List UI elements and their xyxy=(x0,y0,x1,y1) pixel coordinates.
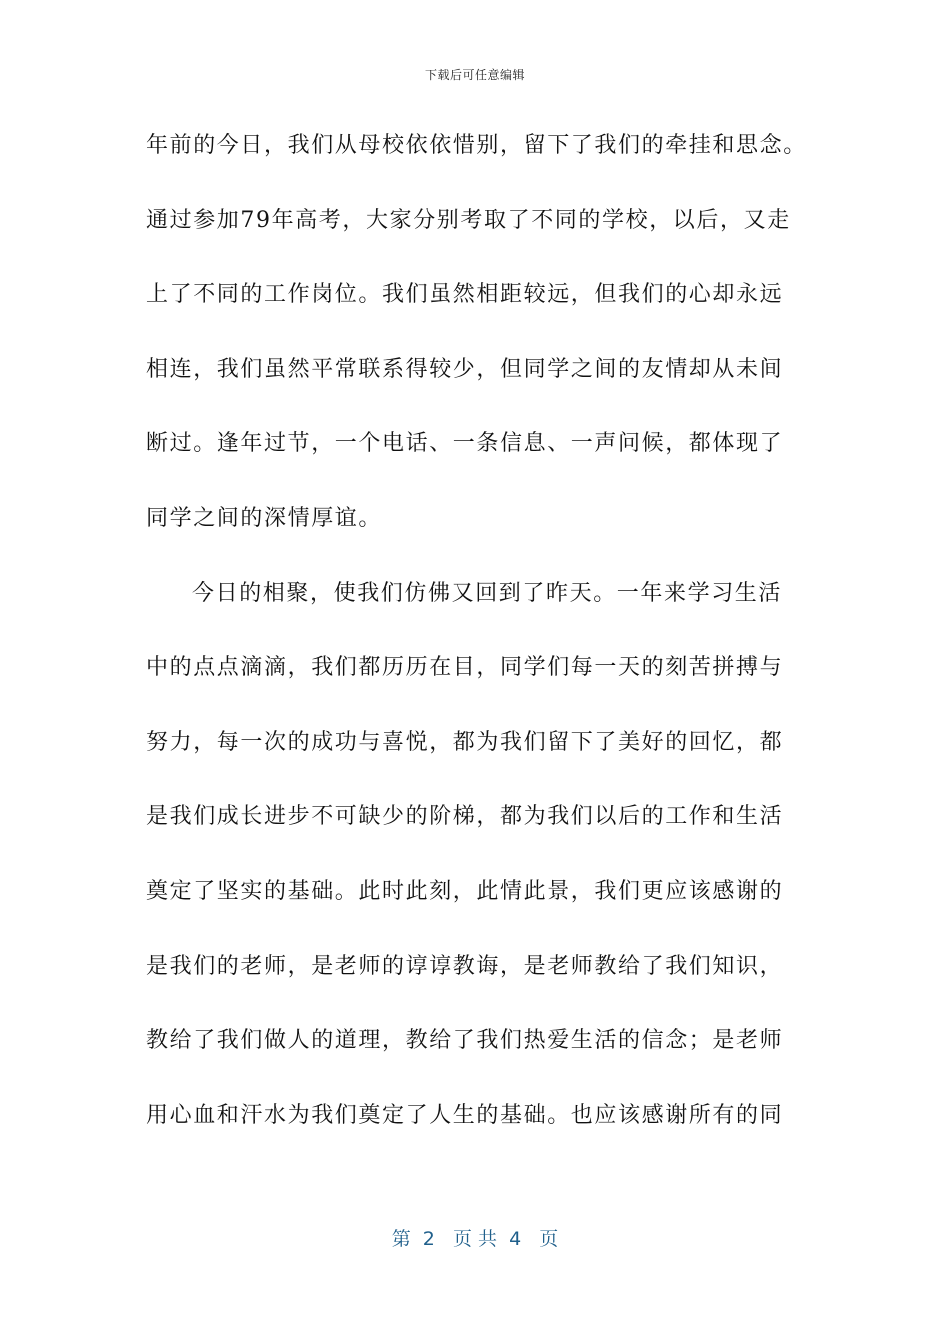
text-line: 奠定了坚实的基础。此时此刻，此情此景，我们更应该感谢的 xyxy=(146,878,784,904)
text-line: 相连，我们虽然平常联系得较少，但同学之间的友情却从未间 xyxy=(146,356,784,382)
page-header: 下载后可任意编辑 xyxy=(424,68,525,82)
text-line: 通过参加79年高考，大家分别考取了不同的学校，以后，又走 xyxy=(146,207,791,233)
text-line: 是我们成长进步不可缺少的阶梯，都为我们以后的工作和生活 xyxy=(146,804,784,830)
text-line: 努力，每一次的成功与喜悦，都为我们留下了美好的回忆，都 xyxy=(146,729,784,755)
text-line: 年前的今日，我们从母校依依惜别，留下了我们的牵挂和思念。 xyxy=(146,133,807,158)
text-line: 教给了我们做人的道理，教给了我们热爱生活的信念；是老师 xyxy=(146,1028,784,1054)
text-line: 断过。逢年过节，一个电话、一条信息、一声问候，都体现了 xyxy=(146,431,784,457)
text-line: 同学之间的深情厚谊。 xyxy=(146,505,383,531)
text-line: 中的点点滴滴，我们都历历在目，同学们每一天的刻苦拼搏与 xyxy=(146,655,784,681)
page-number-footer: 第 2 页 共 4 页 xyxy=(391,1228,559,1250)
paragraph-start-line: 今日的相聚，使我们仿佛又回到了昨天。一年来学习生活 xyxy=(192,580,783,606)
text-line: 是我们的老师，是老师的谆谆教诲，是老师教给了我们知识， xyxy=(146,953,784,979)
text-line: 用心血和汗水为我们奠定了人生的基础。也应该感谢所有的同 xyxy=(146,1102,784,1128)
text-line: 上了不同的工作岗位。我们虽然相距较远，但我们的心却永远 xyxy=(146,282,784,308)
document-body xyxy=(146,128,806,1172)
